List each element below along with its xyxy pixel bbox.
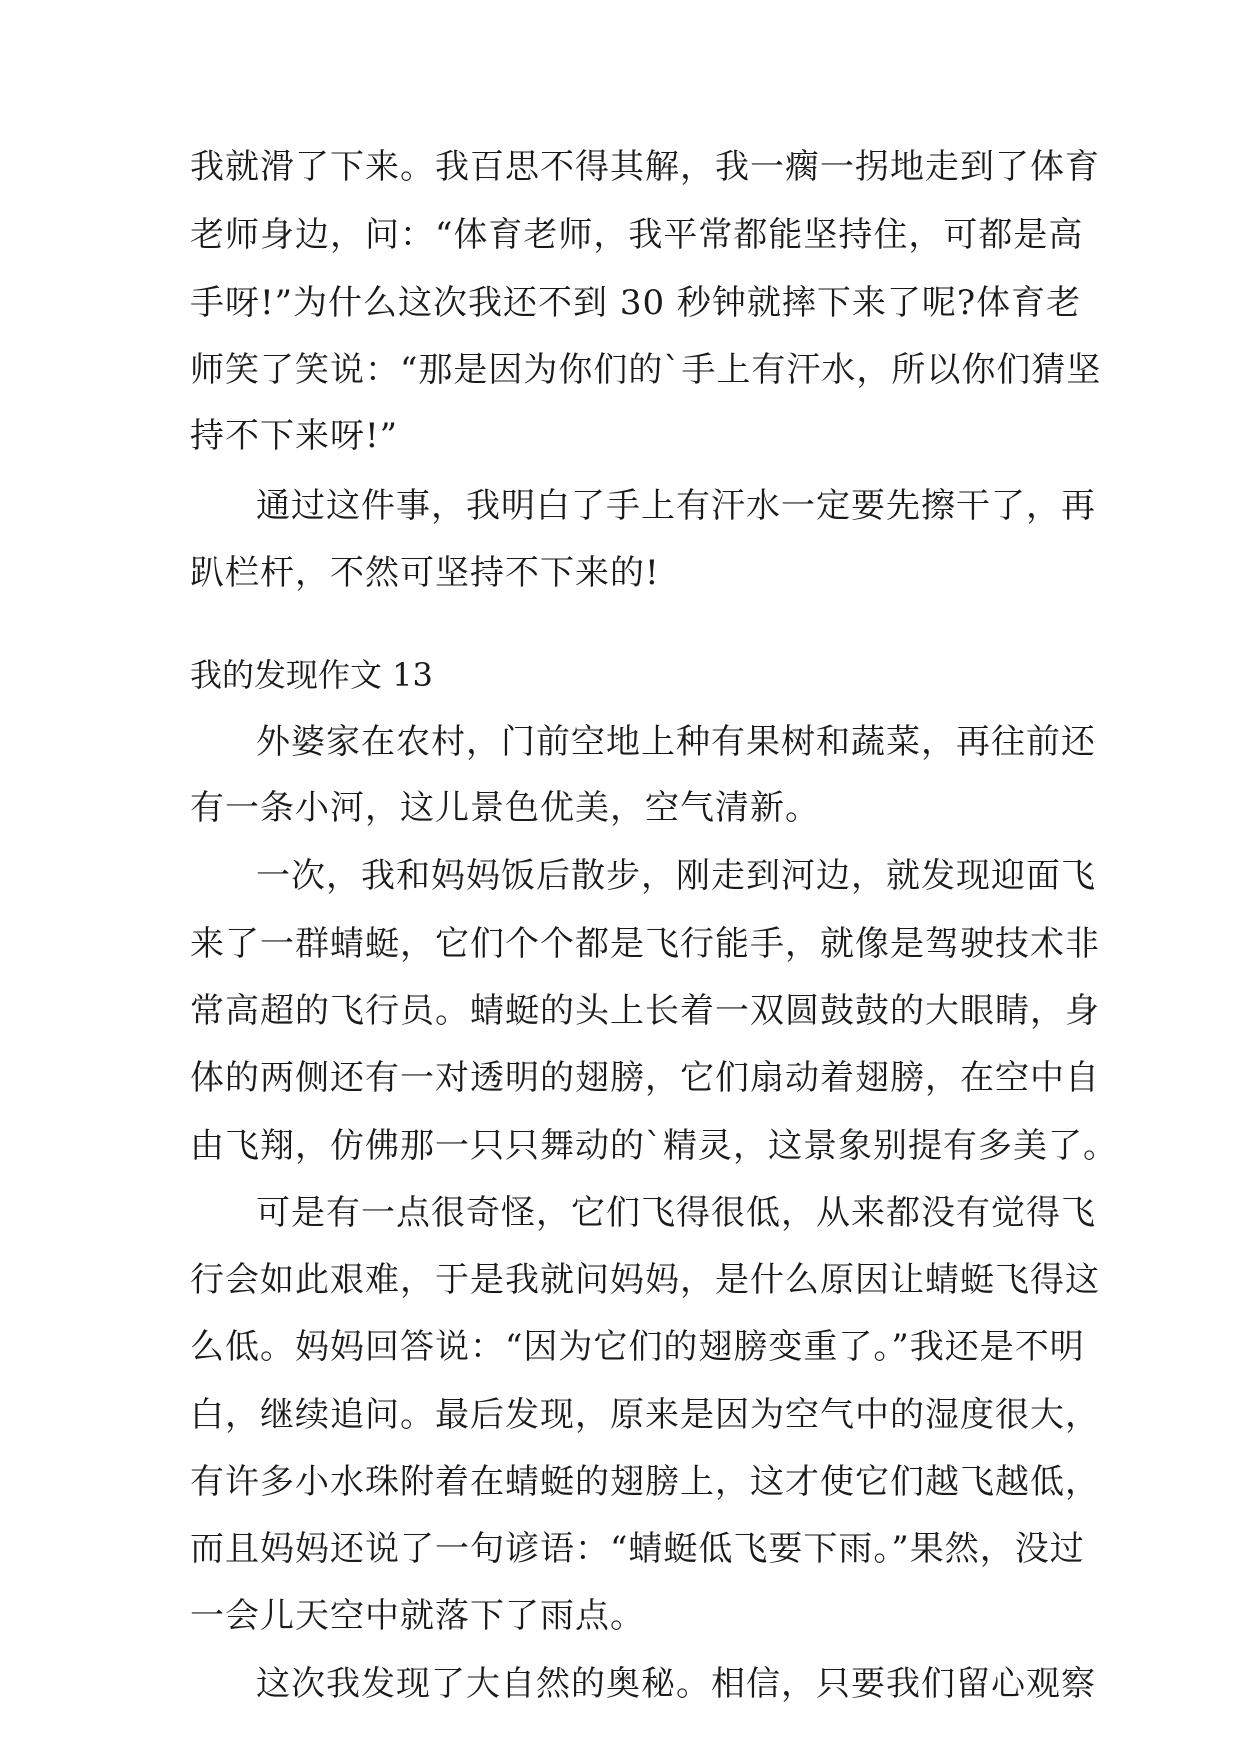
- paragraph-first-line: 通过这件事，我明白了手上有汗水一定要先擦干了，再: [256, 486, 1096, 526]
- text-line: 体的两侧还有一对透明的翅膀，它们扇动着翅膀，在空中自: [190, 1058, 1100, 1098]
- paragraph-first-line: 这次我发现了大自然的奥秘。相信，只要我们留心观察: [256, 1664, 1096, 1704]
- text-line: 行会如此艰难，于是我就问妈妈，是什么原因让蜻蜓飞得这: [190, 1260, 1100, 1300]
- text-line: 我就滑了下来。我百思不得其解，我一瘸一拐地走到了体育: [190, 147, 1100, 187]
- text-line: 一会儿天空中就落下了雨点。: [190, 1596, 645, 1636]
- text-line: 而且妈妈还说了一句谚语：“蜻蜓低飞要下雨。”果然，没过: [190, 1529, 1085, 1569]
- text-line: 由飞翔，仿佛那一只只舞动的`精灵，这景象别提有多美了。: [190, 1126, 1118, 1166]
- text-line: 手呀!”为什么这次我还不到 30 秒钟就摔下来了呢?体育老: [190, 283, 1082, 323]
- text-line: 趴栏杆，不然可坚持不下来的!: [190, 553, 660, 593]
- text-line: 常高超的飞行员。蜻蜓的头上长着一双圆鼓鼓的大眼睛，身: [190, 991, 1100, 1031]
- text-line: 有许多小水珠附着在蜻蜓的翅膀上，这才使它们越飞越低，: [190, 1462, 1100, 1502]
- essay-heading: 我的发现作文 13: [190, 656, 433, 694]
- text-line: 师笑了笑说：“那是因为你们的`手上有汗水，所以你们猜坚: [190, 350, 1102, 390]
- paragraph-first-line: 外婆家在农村，门前空地上种有果树和蔬菜，再往前还: [256, 722, 1096, 762]
- text-line: 老师身边，问：“体育老师，我平常都能坚持住，可都是高: [190, 215, 1084, 255]
- text-line: 有一条小河，这儿景色优美，空气清新。: [190, 788, 820, 828]
- text-line: 持不下来呀!”: [190, 416, 399, 456]
- text-line: 来了一群蜻蜓，它们个个都是飞行能手，就像是驾驶技术非: [190, 924, 1100, 964]
- text-line: 白，继续追问。最后发现，原来是因为空气中的湿度很大，: [190, 1395, 1100, 1435]
- paragraph-first-line: 可是有一点很奇怪，它们飞得很低，从来都没有觉得飞: [256, 1193, 1096, 1233]
- text-line: 么低。妈妈回答说：“因为它们的翅膀变重了。”我还是不明: [190, 1327, 1085, 1367]
- paragraph-first-line: 一次，我和妈妈饭后散步，刚走到河边，就发现迎面飞: [256, 856, 1096, 896]
